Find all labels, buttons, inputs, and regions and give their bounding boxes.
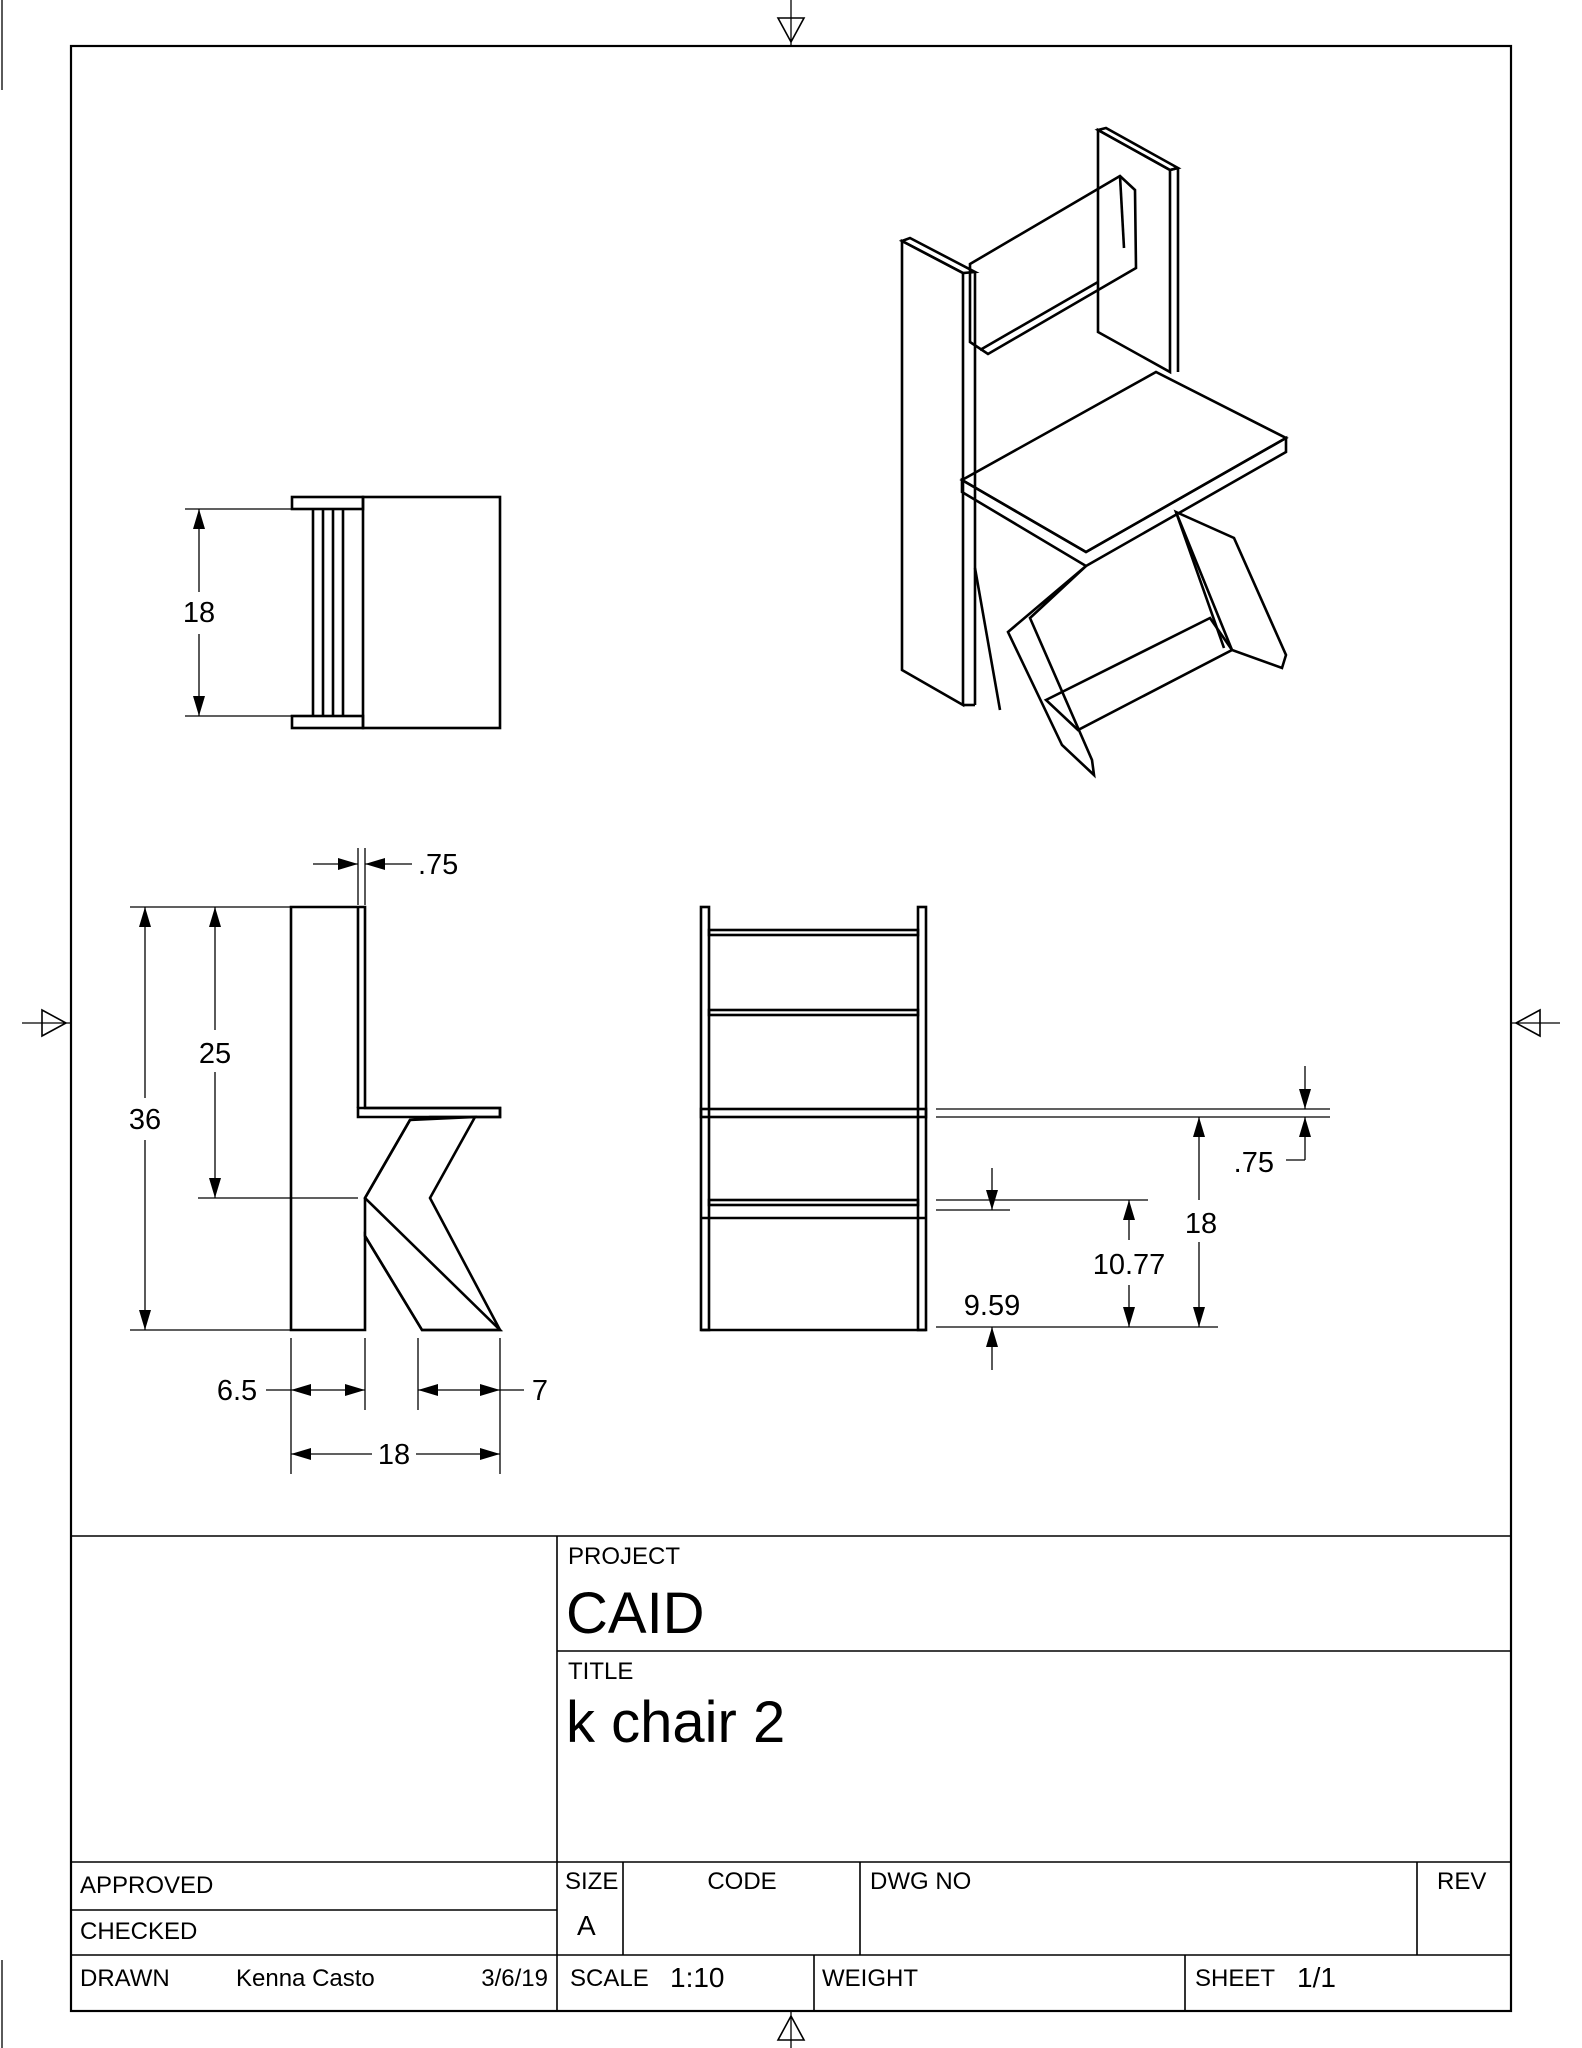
checked-label: CHECKED (80, 1918, 198, 1945)
dwg-no-label: DWG NO (870, 1868, 972, 1895)
sheet-value: 1/1 (1297, 1962, 1336, 1993)
side-view (701, 907, 926, 1330)
sheet-label: SHEET (1195, 1965, 1276, 1992)
title-value: k chair 2 (566, 1690, 786, 1755)
scale-label: SCALE (570, 1965, 649, 1992)
front-view (291, 907, 500, 1330)
dim-text-overall-width: 18 (377, 1439, 411, 1471)
dim-text-seat-thickness-right: .75 (1233, 1147, 1274, 1179)
dim-heights (130, 907, 358, 1330)
title-label: TITLE (568, 1658, 634, 1685)
title-block (71, 1536, 1511, 2011)
project-label: PROJECT (568, 1543, 681, 1570)
project-value: CAID (566, 1581, 705, 1646)
dim-text-back-height: 25 (198, 1038, 232, 1070)
drawn-label: DRAWN (80, 1965, 170, 1992)
rev-label: REV (1437, 1868, 1487, 1895)
dim-back-thickness (313, 848, 412, 905)
sheet-border (71, 46, 1511, 2011)
dim-text-back-thickness: .75 (418, 849, 459, 881)
dim-text-bottom-left: 6.5 (216, 1375, 258, 1407)
drawn-by: Kenna Casto (236, 1965, 375, 1992)
top-view (292, 497, 500, 728)
isometric-view (902, 128, 1286, 775)
dim-side (936, 1066, 1330, 1370)
dim-text-stretcher-height: 10.77 (1092, 1249, 1166, 1281)
dim-text-bottom-right: 7 (531, 1375, 549, 1407)
approved-label: APPROVED (80, 1872, 214, 1899)
dim-text-top-width: 18 (182, 597, 216, 629)
scale-value: 1:10 (670, 1962, 725, 1993)
drawn-date: 3/6/19 (481, 1965, 548, 1992)
dim-text-seat-height: 18 (1184, 1208, 1218, 1240)
size-value: A (577, 1910, 596, 1941)
dim-text-stretcher-lower: 9.59 (963, 1290, 1021, 1322)
dim-text-overall-height: 36 (128, 1104, 162, 1136)
code-label: CODE (707, 1868, 777, 1895)
size-label: SIZE (565, 1868, 619, 1895)
weight-label: WEIGHT (822, 1965, 918, 1992)
